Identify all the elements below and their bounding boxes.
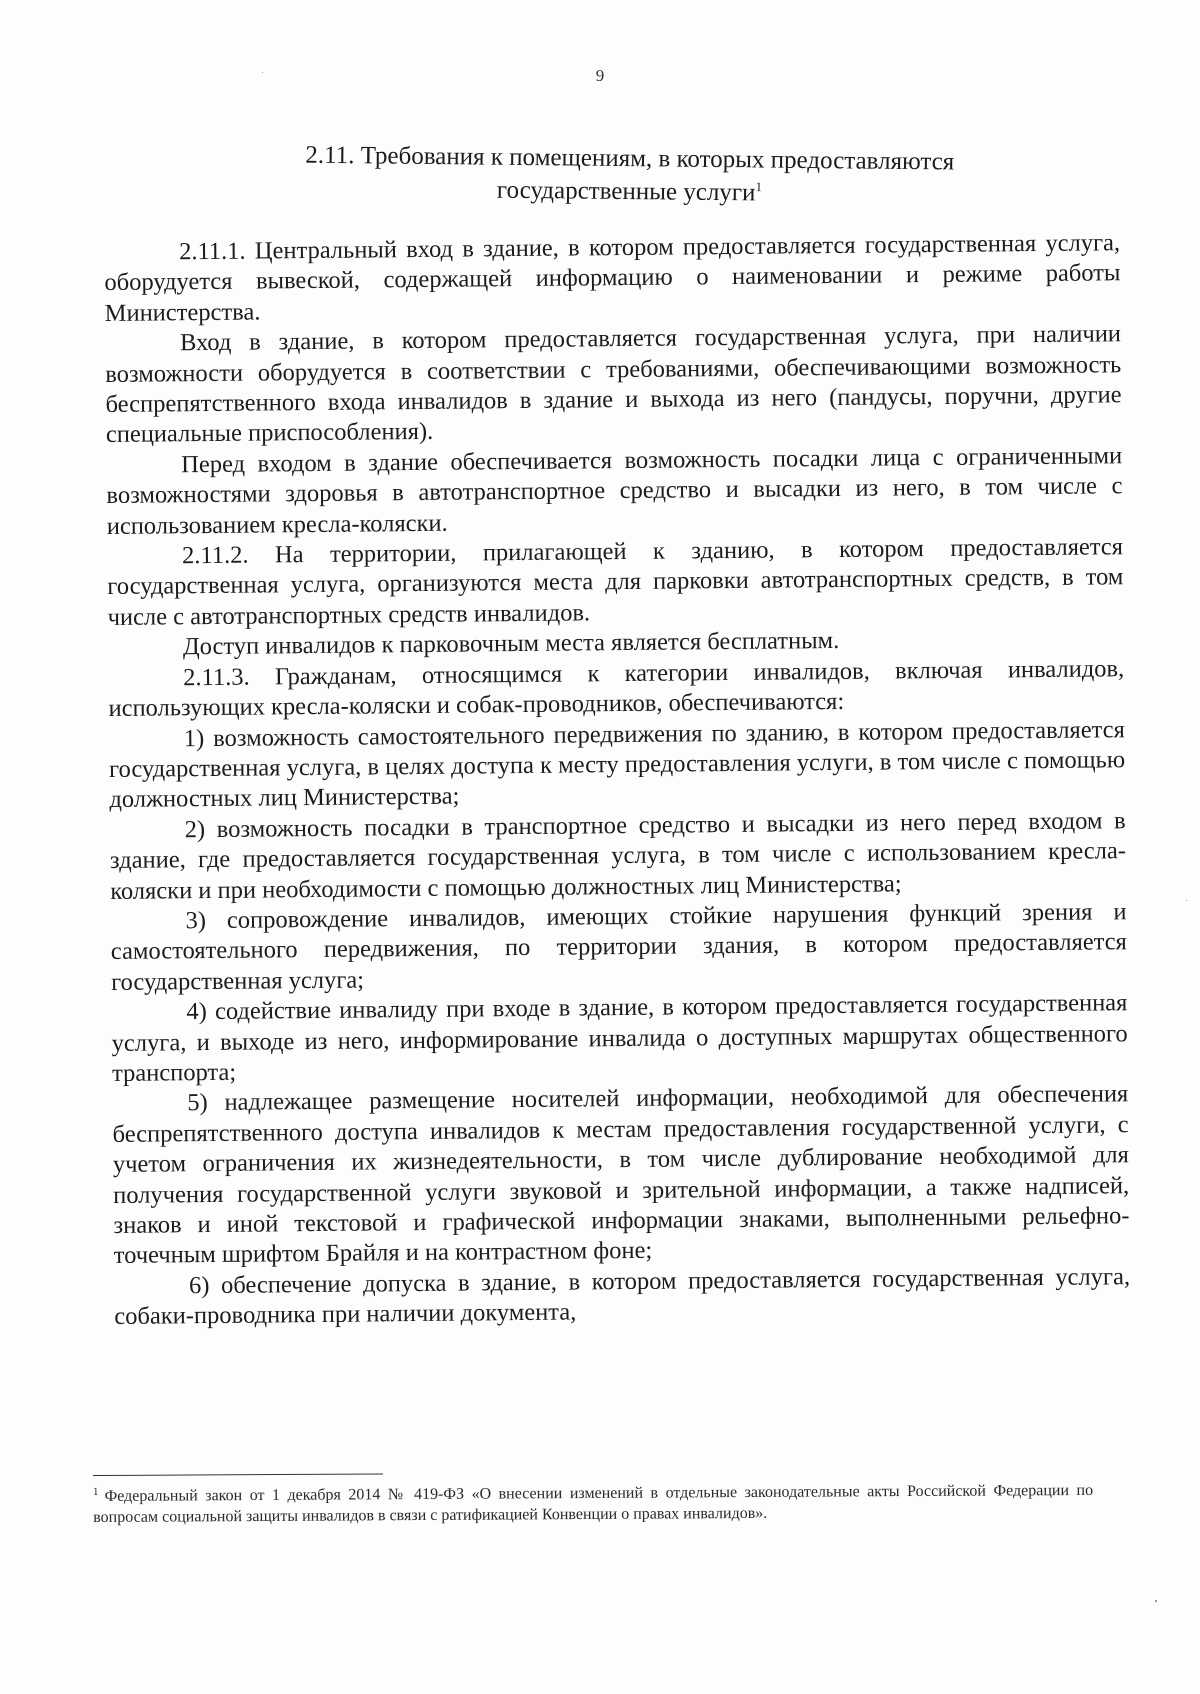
section-heading-line-2-text: государственные услуги: [496, 176, 756, 207]
footnote-separator: [93, 1473, 383, 1476]
body-text: [104, 228, 1130, 1332]
list-item-4: 4) содействие инвалиду при входе в здание, в котором предоставляется государственная услуга, и выходе из него, информирование инвалида о доступных маршрутах общественного транспорта;: [111, 989, 1128, 1087]
footnote-marker: 1: [92, 1485, 99, 1498]
scan-speck: [262, 72, 263, 73]
footnote-text: Федеральный закон от 1 декабря 2014 № 419-ФЗ «О внесении изменений в отдельные законодательные акты Российской Федерации по вопросам социальной защиты инвалидов в связи с ратификацией Конвенции о правах инвалидов».: [93, 1481, 1094, 1526]
section-heading: [239, 138, 1020, 212]
paragraph-boarding: Перед входом в здание обеспечивается возможность посадки лица с ограниченными возможностями здоровья в автотранспортное средство и высадки из него, в том числе с использованием кресла-коляски.: [106, 442, 1123, 540]
section-heading-line-1: 2.11. Требования к помещениям, в которых предоставляются: [305, 141, 955, 176]
scan-speck: [1186, 900, 1187, 901]
paragraph-2-11-2: 2.11.2. На территории, прилагающей к зданию, в котором предоставляется государственная услуга, организуются места для парковки автотранспортных средств, в том числе с автотранспортных средств инвалидов.: [107, 533, 1124, 631]
paragraph-parking-access: Доступ инвалидов к парковочным места является бесплатным.: [182, 627, 840, 661]
page-number: 9: [595, 66, 605, 85]
list-item-3: 3) сопровождение инвалидов, имеющих стойкие нарушения функций зрения и самостоятельного передвижения, по территории здания, в котором предоставляется государственная услуга;: [110, 898, 1127, 996]
paragraph-2-11-1: 2.11.1. Центральный вход в здание, в котором предоставляется государственная услуга, оборудуется вывеской, содержащей информацию о наименовании и режиме работы Министерства.: [104, 229, 1121, 327]
paragraph-2-11-3: 2.11.3. Гражданам, относящимся к категории инвалидов, включая инвалидов, использующих кресла-коляски и собак-проводников, обеспечиваются:: [108, 654, 1125, 723]
footnote-reference: 1: [755, 179, 763, 195]
scan-speck: [1155, 1600, 1157, 1602]
paragraph-entrance: Вход в здание, в котором предоставляется государственная услуга, при наличии возможности оборудуется в соответствии с требованиями, обеспечивающими возможность беспрепятственного входа инвалидов в здание и выхода из него (пандусы, поручни, другие специальные приспособления).: [105, 320, 1122, 449]
list-item-6: 6) обеспечение допуска в здание, в котором предоставляется государственная услуга, собаки-проводника при наличии документа,: [114, 1263, 1131, 1331]
footnote: [93, 1480, 1093, 1528]
list-item-1: 1) возможность самостоятельного передвижения по зданию, в котором предоставляется государственная услуга, в целях доступа к месту предоставления услуги, в том числе с помощью должностных лиц Министерства;: [108, 715, 1126, 814]
list-item-2: 2) возможность посадки в транспортное средство и высадки из него перед входом в здание, где предоставляется государственная услуга, в том числе с использованием кресла-коляски и при необходимости с помощью должностных лиц Министерства;: [109, 806, 1127, 905]
list-item-5: 5) надлежащее размещение носителей информации, необходимой для обеспечения беспрепятственного доступа инвалидов к местам предоставления государственной услуги, с учетом ограничения их жизнедеятельности, в том числе дублирование необходимой для получения государственной услуги звуковой и зрительной информации, а также надписей, знаков и иной текстовой и графической информации знаками, выполненными рельефно-точечным шрифтом Брайля и на контрастном фоне;: [112, 1080, 1130, 1270]
